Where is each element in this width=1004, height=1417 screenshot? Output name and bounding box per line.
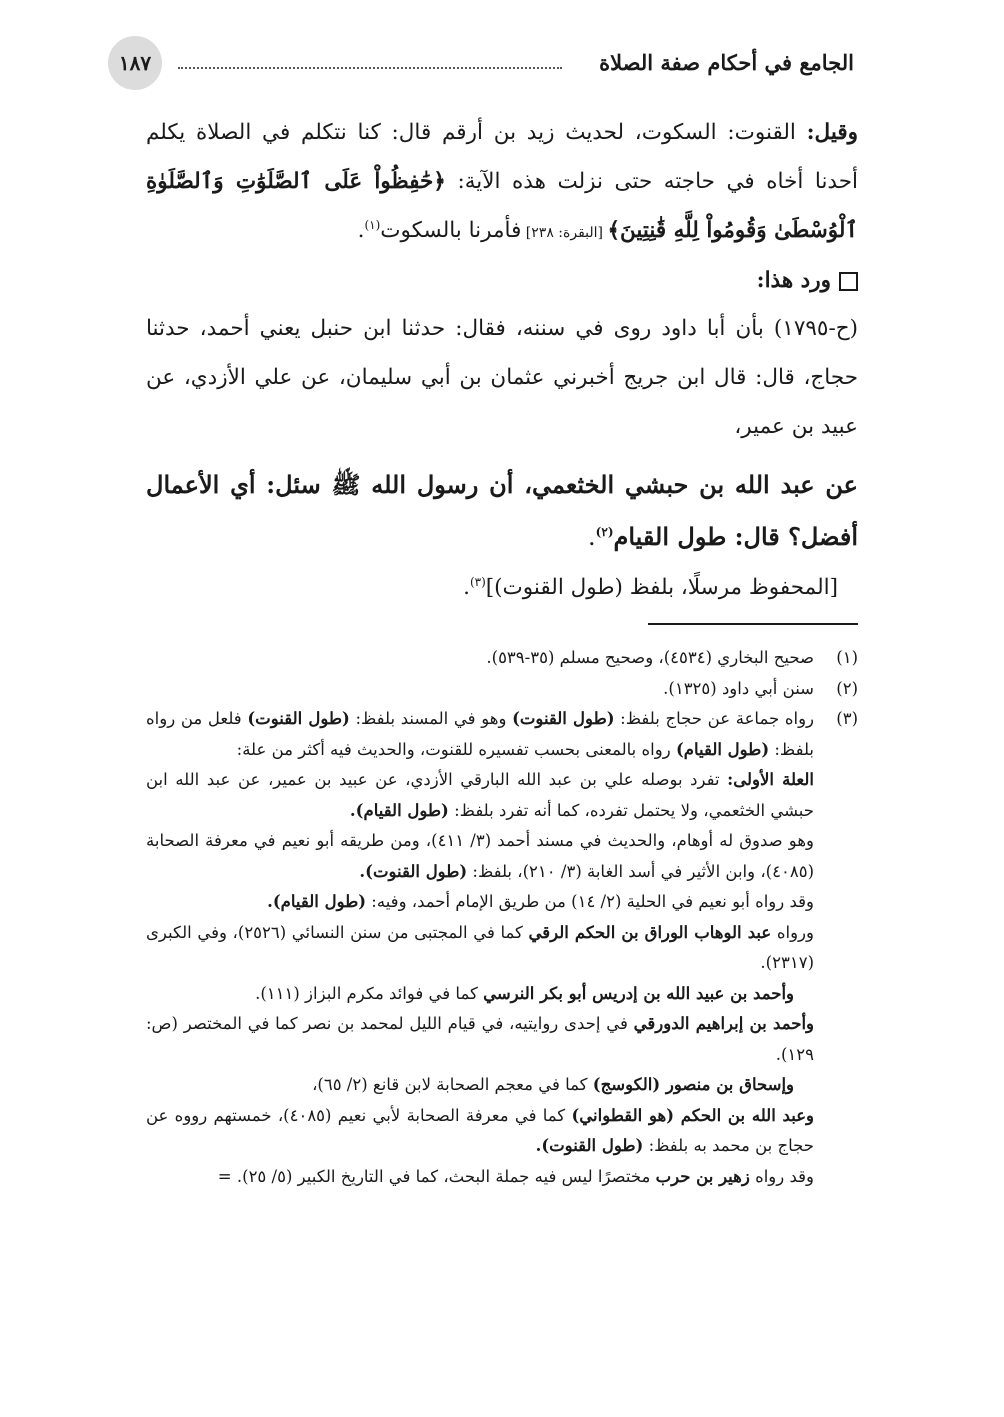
page-number: ١٨٧ bbox=[118, 51, 152, 75]
checkbox-icon bbox=[839, 272, 858, 291]
footnote-paragraph: وقد رواه زهير بن حرب مختصرًا ليس فيه جملة البحث، كما في التاريخ الكبير (٥/ ٢٥). = bbox=[217, 1166, 814, 1186]
header-dotted-rule bbox=[178, 67, 562, 69]
footnote-number: (١) bbox=[836, 648, 858, 667]
verdict-line: [المحفوظ مرسلًا، بلفظ (طول القنوت)]$^{(٣)}$. bbox=[463, 574, 838, 600]
quran-reference: [البقرة: ٢٣٨] bbox=[521, 225, 608, 241]
footnote-paragraph: وهو صدوق له أوهام، والحديث في مسند أحمد (٣/ ٤١١)، ومن طريقه أبو نعيم في معرفة الصحابة (٤٠٨٥)، وابن الأثير في أسد الغابة (٣/ ٢١٠)، بلفظ: (طول القنوت). bbox=[146, 831, 814, 881]
footnote-text: رواه جماعة عن حجاج بلفظ: (طول القنوت) وهو في المسند بلفظ: (طول القنوت) فلعل من رواه بلفظ: (طول القيام) رواه بالمعنى بحسب تفسيره للقنوت، والحديث فيه أكثر من علة: bbox=[146, 709, 815, 759]
quran-verse: ﴿حَٰفِظُواْ عَلَى ٱلصَّلَوَٰتِ وَٱلصَّلَوٰةِ ٱلْوُسْطَىٰ وَقُومُواْ لِلَّهِ قَٰنِتِينَ﴾ bbox=[146, 169, 858, 243]
footnote-paragraph: وقد رواه أبو نعيم في الحلية (٢/ ١٤) من طريق الإمام أحمد، وفيه: (طول القيام). bbox=[267, 892, 814, 911]
footnote-text: سنن أبي داود (١٣٢٥). bbox=[663, 678, 814, 698]
intro-text-2: فأمرنا بالسكوت bbox=[380, 218, 522, 243]
page-header bbox=[108, 36, 854, 96]
intro-paragraph: وقيل: القنوت: السكوت، لحديث زيد بن أرقم قال: كنا نتكلم في الصلاة يكلم أحدنا أخاه في حاجته حتى نزلت هذه الآية: ﴿حَٰفِظُواْ عَلَى ٱلصَّلَوَٰتِ وَٱلصَّلَوٰةِ ٱلْوُسْطَىٰ وَقُومُواْ لِلَّهِ قَٰنِتِينَ﴾ [البقرة: ٢٣٨] فأمرنا بالسكوت$^{(١)}$. bbox=[146, 120, 858, 243]
footnote-3 bbox=[146, 704, 858, 765]
running-title: الجامع في أحكام صفة الصلاة bbox=[599, 50, 854, 75]
footnote-separator bbox=[648, 623, 858, 625]
footnote-paragraph: ورواه عبد الوهاب الوراق بن الحكم الرقي كما في المجتبى من سنن النسائي (٢٥٢٦)، وفي الكبرى (٢٣١٧). bbox=[146, 922, 814, 972]
footnote-1 bbox=[146, 643, 858, 674]
chain-paragraph: (ح-١٧٩٥) بأن أبا داود روى في سننه، فقال: حدثنا ابن حنبل يعني أحمد، حدثنا حجاج، قال: قال ابن جريج أخبرني عثمان بن أبي سليمان، عن علي الأزدي، عن عبيد بن عمير، bbox=[146, 316, 858, 439]
footnote-number: (٣) bbox=[836, 709, 858, 728]
hadith-text: عن عبد الله بن حبشي الخثعمي، أن رسول الله ﷺ سئل: أي الأعمال أفضل؟ قال: طول القيام$^{(٢)}$. bbox=[146, 470, 858, 551]
footnote-paragraph: وأحمد بن عبيد الله بن إدريس أبو بكر النرسي كما في فوائد مكرم البزاز (١١١). bbox=[255, 983, 794, 1003]
section-heading-text: ورد هذا: bbox=[756, 268, 831, 293]
footnote-3-continued bbox=[146, 765, 858, 1192]
section-heading bbox=[146, 258, 858, 304]
footnote-text: صحيح البخاري (٤٥٣٤)، وصحيح مسلم (٣٥-٥٣٩). bbox=[486, 648, 814, 667]
footnote-mark-2[interactable]: (٢) bbox=[595, 525, 614, 539]
main-text bbox=[146, 108, 858, 613]
footnote-paragraph: وإسحاق بن منصور (الكوسج) كما في معجم الصحابة لابن قانع (٢/ ٦٥)، bbox=[312, 1075, 794, 1094]
footnote-paragraph: وعبد الله بن الحكم (هو القطواني) كما في معرفة الصحابة لأبي نعيم (٤٠٨٥)، خمستهم رووه عن حجاج بن محمد به بلفظ: (طول القنوت). bbox=[146, 1105, 815, 1155]
footnote-mark-1[interactable]: (١) bbox=[364, 217, 381, 232]
footnotes bbox=[146, 643, 858, 1192]
intro-lead: وقيل: bbox=[806, 120, 858, 145]
intro-text: القنوت: السكوت، لحديث زيد بن أرقم قال: كنا نتكلم في الصلاة يكلم أحدنا أخاه في حاجته حتى نزلت هذه الآية: bbox=[146, 120, 858, 194]
page-number-badge bbox=[108, 36, 162, 90]
footnote-paragraph: العلة الأولى: تفرد بوصله علي بن عبد الله البارقي الأزدي، عن عبيد بن عمير، عن عبد الله ابن حبشي الخثعمي، ولا يحتمل تفرده، كما أنه تفرد بلفظ: (طول القيام). bbox=[146, 770, 814, 820]
footnote-mark-3[interactable]: (٣) bbox=[469, 574, 486, 589]
verdict-text: [المحفوظ مرسلًا، بلفظ (طول القنوت)] bbox=[485, 575, 838, 600]
footnote-2 bbox=[146, 674, 858, 705]
hadith-body: عن عبد الله بن حبشي الخثعمي، أن رسول الله ﷺ سئل: أي الأعمال أفضل؟ قال: طول القيام bbox=[146, 470, 858, 551]
footnote-paragraph: وأحمد بن إبراهيم الدورقي في إحدى روايتيه، في قيام الليل لمحمد بن نصر كما في المختصر (ص: ١٢٩). bbox=[146, 1014, 814, 1064]
footnote-number: (٢) bbox=[836, 678, 858, 698]
